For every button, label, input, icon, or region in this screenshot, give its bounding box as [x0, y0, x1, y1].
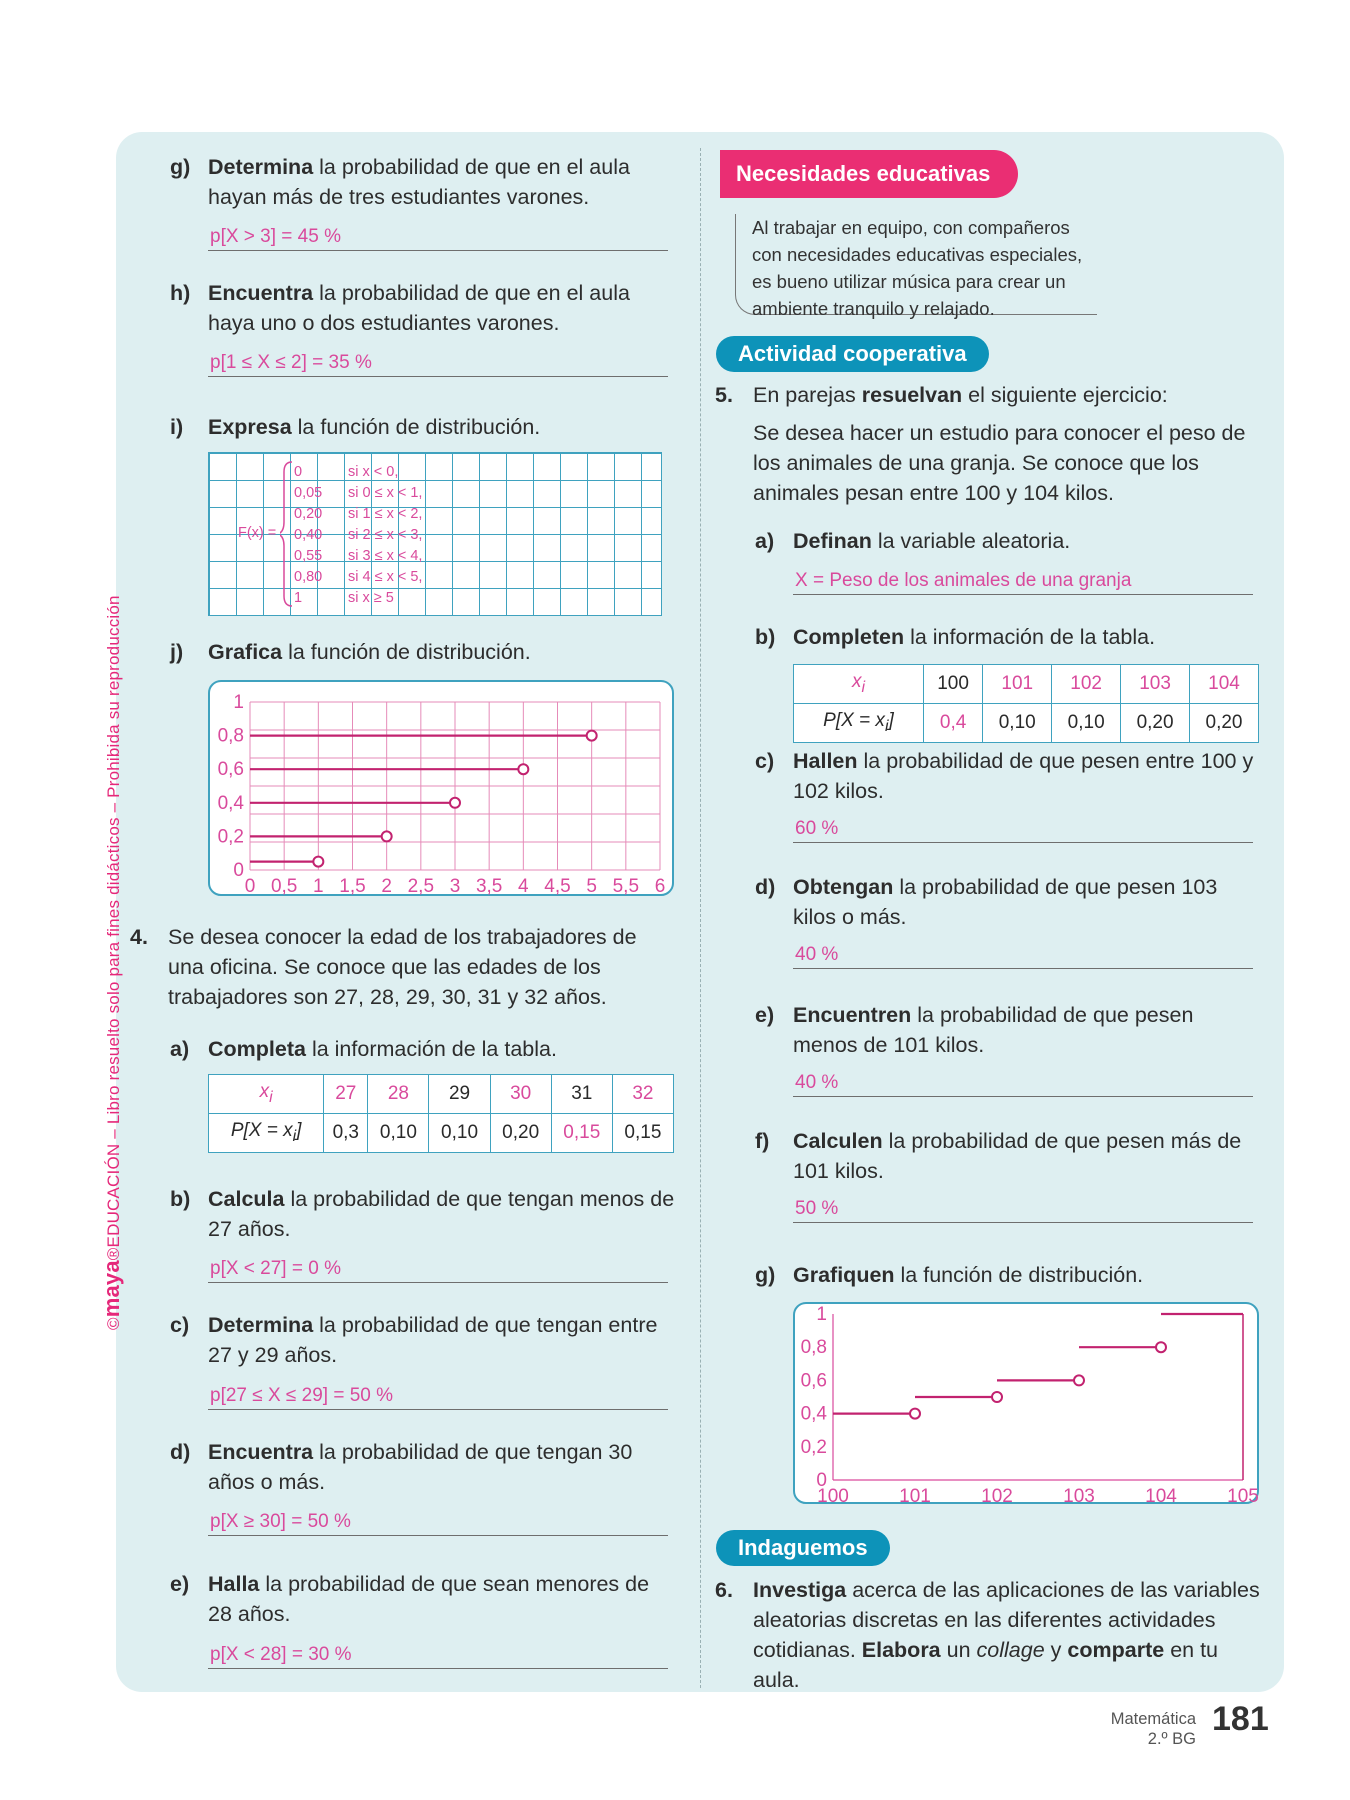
table-cell-x: 32	[612, 1075, 673, 1114]
chart-frame	[209, 681, 673, 895]
question-5-text: Se desea hacer un estudio para conocer el peso de los animales de una granja. Se conoce que los animales pesan entre 100 y 104 kilos.	[753, 421, 1246, 505]
header-p-end: ]	[296, 1120, 302, 1142]
answer-4b: p[X < 27] = 0 %	[208, 1256, 668, 1283]
fx-value: 0,55	[294, 548, 323, 564]
x-tick-label: 5,5	[612, 876, 640, 896]
table-cell-p: 0,15	[612, 1114, 673, 1153]
indaguemos-pill: Indaguemos	[716, 1530, 890, 1566]
question-4: 4. Se desea conocer la edad de los trabajadores de una oficina. Se conoce que las edades de los trabajadores son 27, 28, 29, 30, 31 y 32 años.	[130, 925, 637, 1009]
x-tick-label: 2	[381, 876, 392, 896]
fx-condition: si x < 0,	[348, 464, 399, 480]
x-tick-label: 0,5	[270, 876, 298, 896]
table-cell-p: 0,20	[490, 1114, 551, 1153]
table-row	[794, 665, 1259, 704]
header-x-text: x	[259, 1081, 270, 1103]
open-point	[1156, 1342, 1166, 1352]
x-tick-label: 6	[654, 876, 666, 896]
open-point	[313, 857, 323, 867]
chart-distribution-1	[208, 680, 674, 896]
page-number: 181	[1212, 1700, 1269, 1738]
x-tick-label: 3	[449, 876, 461, 896]
y-tick-label: 0	[816, 1470, 827, 1491]
y-tick-label: 0,2	[800, 1436, 827, 1458]
table-cell-x: 29	[429, 1075, 490, 1114]
table-row	[209, 1114, 674, 1153]
y-tick-label: 0	[233, 860, 244, 881]
open-point	[518, 764, 528, 774]
brace-icon	[280, 460, 294, 608]
open-point	[1074, 1375, 1084, 1385]
header-x-text: x	[851, 671, 862, 693]
footer-subject: Matemática	[1110, 1710, 1196, 1728]
table-cell-p: 0,4	[923, 704, 982, 743]
table-cell-x: 30	[490, 1075, 551, 1114]
table-cell-x: 100	[923, 665, 982, 704]
table-cell-x: 102	[1052, 665, 1121, 704]
necesidades-educativas-badge: Necesidades educativas	[720, 150, 1018, 198]
header-x-sub: i	[269, 1088, 273, 1106]
x-tick-label: 102	[981, 1486, 1013, 1504]
fx-condition: si 2 ≤ x < 3,	[348, 527, 423, 543]
table-cell-p: 0,15	[551, 1114, 612, 1153]
y-tick-label: 0,8	[800, 1337, 827, 1359]
item-i: i) Expresa la función de distribución.	[170, 415, 541, 439]
table-cell-p: 0,10	[368, 1114, 429, 1153]
answer-h: p[1 ≤ X ≤ 2] = 35 %	[208, 350, 668, 377]
y-tick-label: 0,4	[217, 792, 244, 814]
weights-probability-table	[793, 664, 1259, 743]
y-tick-label: 0,2	[217, 826, 244, 848]
question-6: 6. Investiga acerca de las aplicaciones de las variables aleatorias discretas en las diferentes actividades cotidianas. Elabora un collage y comparte en tu aula.	[715, 1578, 1260, 1692]
copyright-side-text: ©maya®EDUCACIÓN – Libro resuelto solo para fines didácticos – Prohibida su reproducción	[99, 595, 124, 1330]
y-tick-label: 1	[816, 1304, 827, 1325]
header-x-sub: i	[861, 678, 865, 696]
table-cell-p: 0,20	[1190, 704, 1259, 743]
fx-label: F(x) =	[238, 525, 277, 541]
answer-4e: p[X < 28] = 30 %	[208, 1642, 668, 1669]
table-cell-x: 103	[1121, 665, 1190, 704]
fx-condition: si 4 ≤ x < 5,	[348, 569, 423, 585]
ages-probability-table	[208, 1074, 674, 1153]
table-header-x	[209, 1075, 324, 1114]
table-cell-p: 0,20	[1121, 704, 1190, 743]
item-5e: e) Encuentren la probabilidad de que pesen menos de 101 kilos.	[755, 1003, 1194, 1057]
answer-4c: p[27 ≤ X ≤ 29] = 50 %	[208, 1383, 668, 1410]
x-tick-label: 5	[586, 876, 597, 896]
answer-5c: 60 %	[793, 816, 1253, 843]
open-point	[910, 1409, 920, 1419]
table-cell-x: 31	[551, 1075, 612, 1114]
table-row	[209, 1075, 674, 1114]
fx-value: 1	[294, 590, 303, 606]
x-tick-label: 104	[1145, 1486, 1177, 1504]
open-point	[450, 798, 460, 808]
x-tick-label: 105	[1227, 1486, 1259, 1504]
table-header-p	[794, 704, 924, 743]
item-h: h) Encuentra la probabilidad de que en el aula haya uno o dos estudiantes varones.	[170, 281, 630, 335]
item-5b: b) Completen la información de la tabla.	[755, 625, 1156, 649]
fx-values-list	[294, 462, 322, 609]
answer-5d: 40 %	[793, 942, 1253, 969]
item-4e: e) Halla la probabilidad de que sean menores de 28 años.	[170, 1572, 650, 1626]
item-5g: g) Grafiquen la función de distribución.	[755, 1263, 1144, 1287]
y-tick-label: 0,4	[800, 1403, 827, 1425]
table-cell-x: 101	[983, 665, 1052, 704]
brand-logo: maya	[99, 1260, 124, 1318]
x-tick-label: 0	[244, 876, 256, 896]
column-divider	[700, 148, 701, 1688]
table-row	[794, 704, 1259, 743]
item-j: j) Grafica la función de distribución.	[170, 640, 531, 664]
table-cell-x: 28	[368, 1075, 429, 1114]
x-tick-label: 1,5	[339, 876, 366, 896]
header-p-sub: i	[884, 717, 889, 735]
header-p-text: P[X = x	[823, 710, 885, 732]
x-tick-label: 4	[518, 876, 529, 896]
answer-5a: X = Peso de los animales de una granja	[793, 568, 1253, 595]
table-header-x	[794, 665, 924, 704]
chart-frame	[794, 1303, 1258, 1503]
table-cell-p: 0,3	[324, 1114, 368, 1153]
answer-g: p[X > 3] = 45 %	[208, 224, 668, 251]
necesidades-note: Al trabajar en equipo, con compañeros con necesidades educativas especiales, es bueno utilizar música para crear un ambiente tranquilo y relajado.	[735, 214, 1097, 315]
actividad-cooperativa-pill: Actividad cooperativa	[716, 336, 989, 372]
question-5: 5. En parejas resuelvan el siguiente ejercicio:	[715, 383, 1168, 407]
open-point	[587, 731, 597, 741]
fx-value: 0,20	[294, 506, 323, 522]
chart-distribution-2	[793, 1302, 1259, 1504]
header-p-end: ]	[888, 710, 894, 732]
y-tick-label: 0,8	[217, 725, 244, 747]
x-tick-label: 3,5	[475, 876, 503, 896]
item-4c: c) Determina la probabilidad de que tengan entre 27 y 29 años.	[170, 1313, 658, 1367]
fx-value: 0,80	[294, 569, 323, 585]
answer-5e: 40 %	[793, 1070, 1253, 1097]
fx-conditions-list	[348, 462, 422, 609]
item-5a: a) Definan la variable aleatoria.	[755, 529, 1071, 553]
item-5f: f) Calculen la probabilidad de que pesen más de 101 kilos.	[755, 1129, 1242, 1183]
table-header-p	[209, 1114, 324, 1153]
item-4a: a) Completa la información de la tabla.	[170, 1037, 557, 1061]
table-cell-x: 104	[1190, 665, 1259, 704]
header-p-text: P[X = x	[230, 1120, 293, 1142]
item-5d: d) Obtengan la probabilidad de que pesen 103 kilos o más.	[755, 875, 1218, 929]
fx-condition: si 1 ≤ x < 2,	[348, 506, 423, 522]
x-tick-label: 4,5	[544, 876, 571, 896]
item-4b: b) Calcula la probabilidad de que tengan menos de 27 años.	[170, 1187, 675, 1241]
y-tick-label: 0,6	[800, 1370, 827, 1392]
x-tick-label: 2,5	[407, 876, 435, 896]
table-cell-p: 0,10	[983, 704, 1052, 743]
fx-value: 0	[294, 464, 303, 480]
x-tick-label: 1	[313, 876, 324, 896]
fx-value: 0,05	[294, 485, 323, 501]
open-point	[992, 1392, 1002, 1402]
answer-5f: 50 %	[793, 1196, 1253, 1223]
fx-condition: si 3 ≤ x < 4,	[348, 548, 423, 564]
table-cell-p: 0,10	[429, 1114, 490, 1153]
footer-grade: 2.º BG	[1147, 1730, 1196, 1748]
y-tick-label: 1	[233, 692, 244, 713]
x-tick-label: 101	[899, 1486, 931, 1504]
item-g: g) Determina la probabilidad de que en el aula hayan más de tres estudiantes varones.	[170, 155, 630, 209]
item-4d: d) Encuentra la probabilidad de que tengan 30 años o más.	[170, 1440, 633, 1494]
header-p-sub: i	[292, 1127, 297, 1145]
answer-4d: p[X ≥ 30] = 50 %	[208, 1509, 668, 1536]
fx-condition: si x ≥ 5	[348, 590, 394, 606]
open-point	[382, 831, 392, 841]
fx-condition: si 0 ≤ x < 1,	[348, 485, 423, 501]
table-cell-x: 27	[324, 1075, 368, 1114]
table-cell-p: 0,10	[1052, 704, 1121, 743]
y-tick-label: 0,6	[217, 759, 244, 781]
item-5c: c) Hallen la probabilidad de que pesen entre 100 y 102 kilos.	[755, 749, 1254, 803]
x-tick-label: 103	[1063, 1486, 1095, 1504]
fx-value: 0,40	[294, 527, 323, 543]
x-tick-label: 100	[817, 1486, 849, 1504]
